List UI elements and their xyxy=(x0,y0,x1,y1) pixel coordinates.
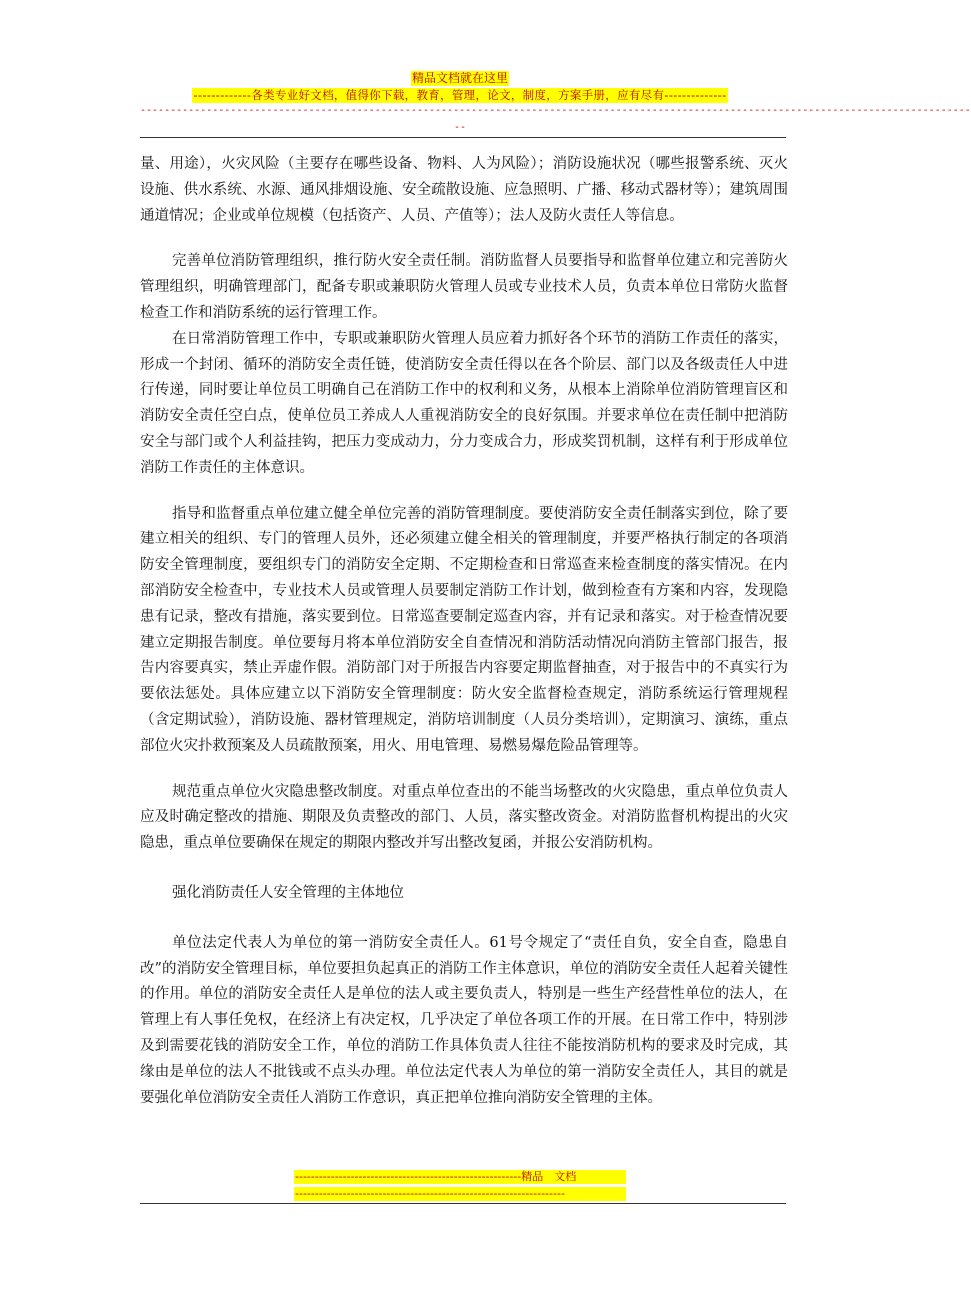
header-subtitle: -------------各类专业好文档，值得你下载，教育，管理，论文，制度，方案手册，应有尽有-------------- xyxy=(193,88,727,102)
paragraph-5: 规范重点单位火灾隐患整改制度。对重点单位查出的不能当场整改的火灾隐患，重点单位负责人应及时确定整改的措施、期限及负责整改的部门、人员，落实整改资金。对消防监督机构提出的火灾隐患，重点单位要确保在规定的期限内整改并写出整改复函，并报公安消防机构。 xyxy=(140,783,788,852)
paragraph-2: 完善单位消防管理组织，推行防火安全责任制。消防监督人员要指导和监督单位建立和完善防火管理组织，明确管理部门，配备专职或兼职防火管理人员或专业技术人员，负责本单位日常防火监督检查工作和消防系统的运行管理工作。 xyxy=(140,253,788,321)
document-body xyxy=(140,152,788,1111)
header-dash-line: ------------------------------------------------------------------------------------------------------------------------------------------ xyxy=(140,105,971,116)
paragraph-6: 单位法定代表人为单位的第一消防安全责任人。61号令规定了“责任自负，安全自查，隐患自改”的消防安全管理目标，单位要担负起真正的消防工作主体意识，单位的消防安全责任人起着关键性的作用。单位的消防安全责任人是单位的法人或主要负责人，特别是一些生产经营性单位的法人，在管理上有人事任免权，在经济上有决定权，几乎决定了单位各项工作的开展。在日常工作中，特别涉及到需要花钱的消防安全工作，单位的消防工作具体负责人往往不能按消防机构的要求及时完成，其缘由是单位的法人不批钱或不点头办理。单位法定代表人为单位的第一消防安全责任人，其目的就是要强化单位消防安全责任人消防工作意识，真正把单位推向消防安全管理的主体。 xyxy=(140,934,788,1106)
paragraph-3: 在日常消防管理工作中，专职或兼职防火管理人员应着力抓好各个环节的消防工作责任的落实，形成一个封闭、循环的消防安全责任链，使消防安全责任得以在各个阶层、部门以及各级责任人中进行传递，同时要让单位员工明确自己在消防工作中的权利和义务，从根本上消除单位消防管理盲区和消防安全责任空白点，使单位员工养成人人重视消防安全的良好氛围。并要求单位在责任制中把消防安全与部门或个人利益挂钩，把压力变成动力，分力变成合力，形成奖罚机制，这样有利于形成单位消防工作责任的主体意识。 xyxy=(140,330,788,476)
footer-line-2: -------------------------------------------------------------------- xyxy=(294,1187,626,1201)
footer-rule xyxy=(140,1203,786,1204)
section-heading: 强化消防责任人安全管理的主体地位 xyxy=(172,884,404,901)
footer xyxy=(0,1170,920,1201)
paragraph-4: 指导和监督重点单位建立健全单位完善的消防管理制度。要使消防安全责任制落实到位，除了要建立相关的组织、专门的管理人员外，还必须建立健全相关的管理制度，并要严格执行制定的各项消防安全管理制度，要组织专门的消防安全定期、不定期检查和日常巡查来检查制度的落实情况。在内部消防安全检查中，专业技术人员或管理人员要制定消防工作计划，做到检查有方案和内容，发现隐患有记录，整改有措施，落实要到位。日常巡查要制定巡查内容，并有记录和落实。对于检查情况要建立定期报告制度。单位要每月将本单位消防安全自查情况和消防活动情况向消防主管部门报告，报告内容要真实，禁止弄虚作假。消防部门对于所报告内容要定期监督抽查，对于报告中的不真实行为要依法惩处。具体应建立以下消防安全管理制度：防火安全监督检查规定，消防系统运行管理规程（含定期试验），消防设施、器材管理规定，消防培训制度（人员分类培训），定期演习、演练，重点部位火灾扑救预案及人员疏散预案，用火、用电管理、易燃易爆危险品管理等。 xyxy=(140,505,788,754)
footer-line-1: ---------------------------------------------------------精品 文档 xyxy=(294,1170,626,1184)
paragraph-1: 量、用途），火灾风险（主要存在哪些设备、物料、人为风险）；消防设施状况（哪些报警系统、灭火设施、供水系统、水源、通风排烟设施、安全疏散设施、应急照明、广播、移动式器材等）；建筑周围通道情况；企业或单位规模（包括资产、人员、产值等）；法人及防火责任人等信息。 xyxy=(140,156,788,224)
header-title: 精品文档就在这里 xyxy=(411,71,508,85)
header-rule xyxy=(140,137,786,138)
header-subtitle-row xyxy=(0,84,920,103)
header-dash-tail: -- xyxy=(453,122,467,133)
